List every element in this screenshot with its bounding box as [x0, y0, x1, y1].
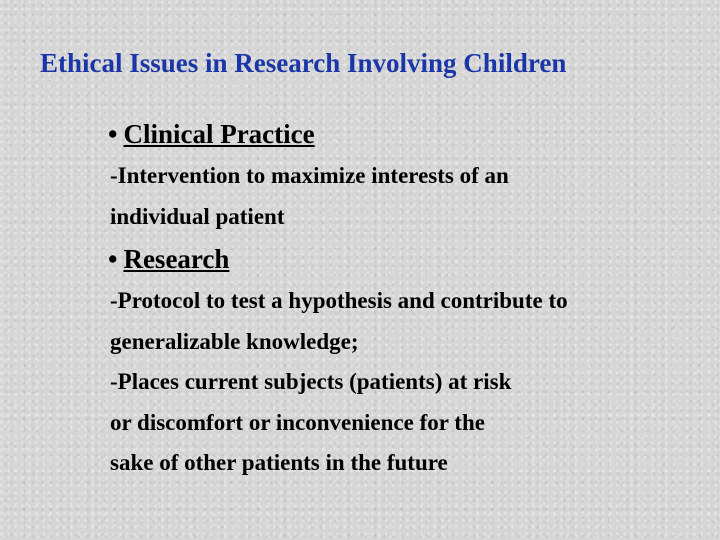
bullet-dot: • [108, 119, 118, 149]
section-heading-research: Research [123, 244, 230, 274]
body-line: individual patient [110, 203, 285, 229]
slide-title: Ethical Issues in Research Involving Children [40, 48, 567, 78]
body-line: -Protocol to test a hypothesis and contribute to [110, 288, 568, 313]
section-research [110, 239, 700, 484]
body-line: -Intervention to maximize interests of an [110, 163, 509, 188]
body-line: or discomfort or inconvenience for the [110, 409, 485, 435]
body-line: -Places current subjects (patients) at risk [110, 369, 512, 394]
section-heading-clinical-practice: Clinical Practice [123, 119, 315, 149]
slide-content [110, 114, 700, 484]
body-line: sake of other patients in the future [110, 450, 448, 475]
bullet-item [108, 114, 700, 154]
section-clinical-practice [110, 114, 700, 237]
body-line: generalizable knowledge; [110, 328, 359, 354]
bullet-dot: • [108, 244, 118, 274]
bullet-item [108, 239, 700, 279]
